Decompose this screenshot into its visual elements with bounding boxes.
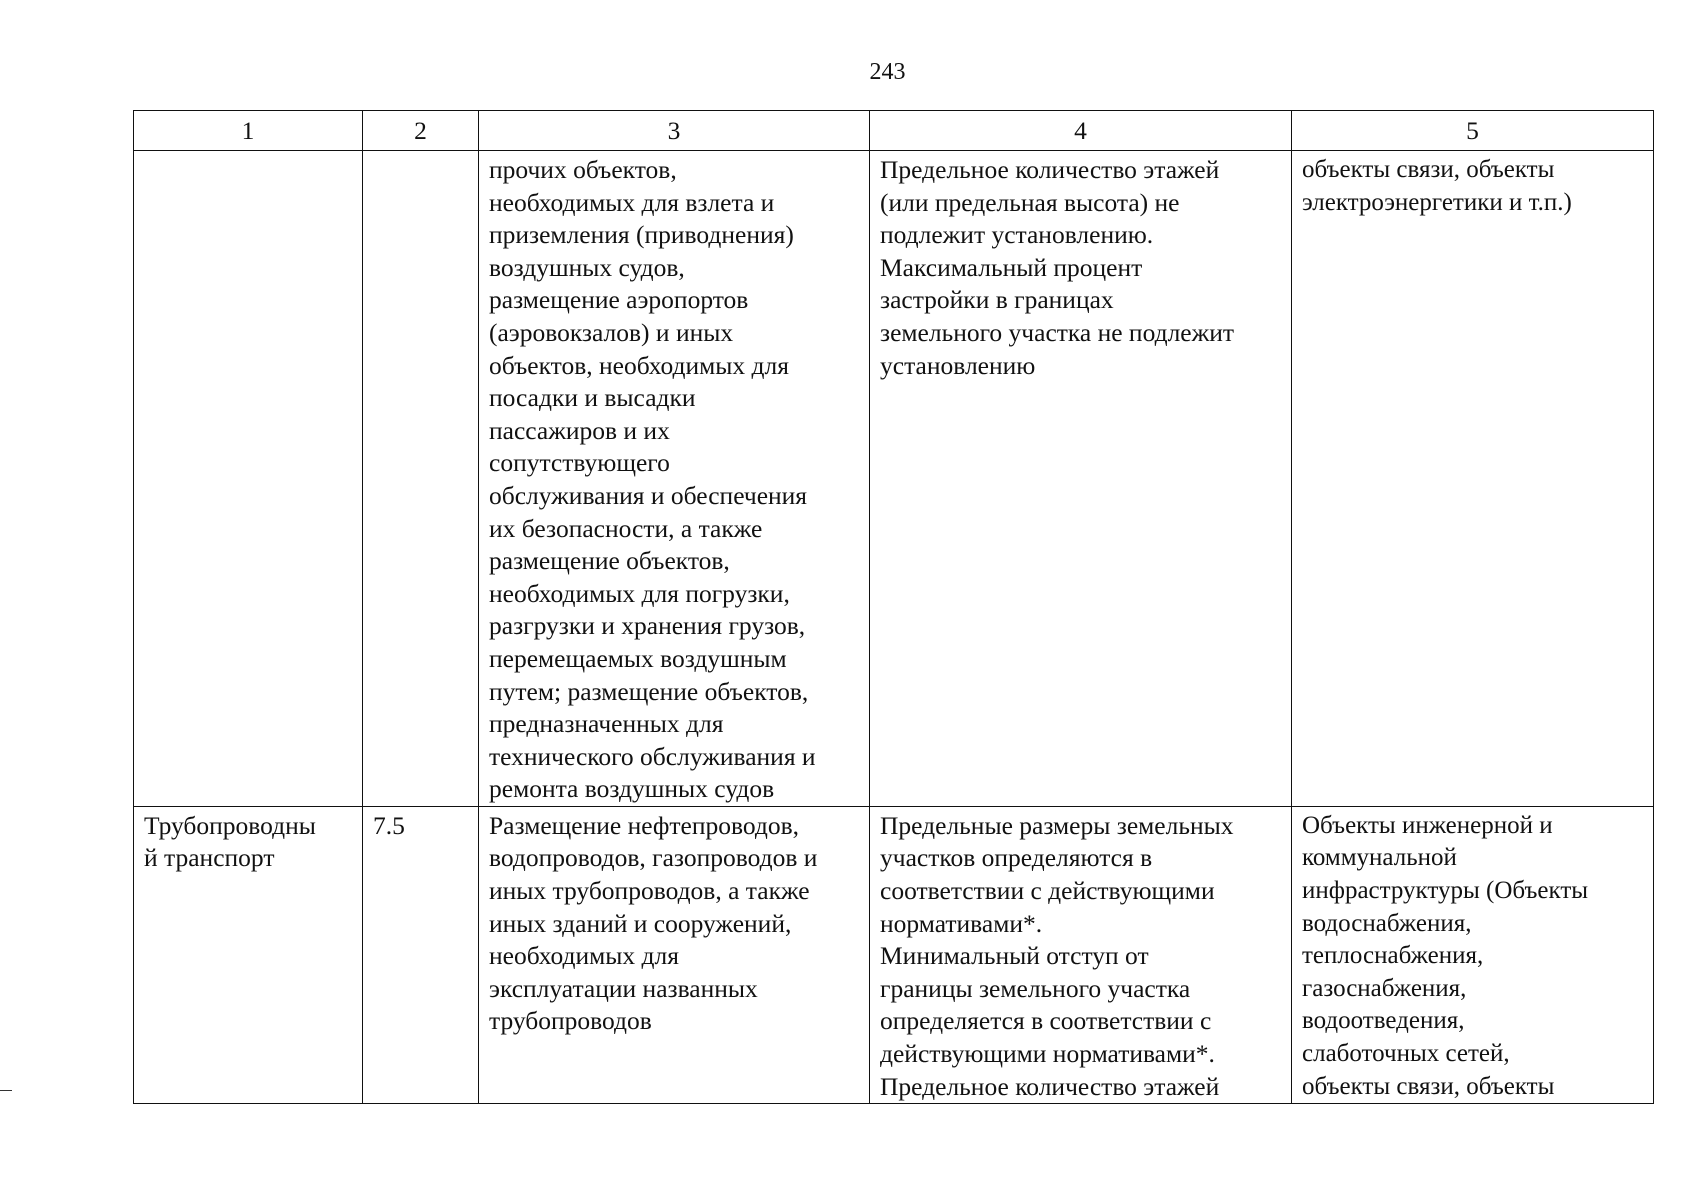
column-header-3: 3 — [479, 111, 870, 151]
land-use-table — [133, 110, 1654, 1104]
parameters-cell: Предельные размеры земельных участков определяются в соответствии с действующими нормативами*. Минимальный отступ от границы земельного участка определяется в соответствии с действующими нормативами*. Предельное количество этажей — [870, 806, 1292, 1103]
column-header-1: 1 — [134, 111, 363, 151]
facilities-cell: объекты связи, объекты электроэнергетики и т.п.) — [1292, 151, 1654, 807]
column-header-4: 4 — [870, 111, 1292, 151]
use-code-cell: 7.5 — [363, 806, 479, 1103]
use-type-name-cell — [134, 151, 363, 807]
facilities-cell: Объекты инженерной и коммунальной инфраструктуры (Объекты водоснабжения, теплоснабжения, газоснабжения, водоотведения, слаботочных сетей, объекты связи, объекты — [1292, 806, 1654, 1103]
use-code-cell — [363, 151, 479, 807]
use-description-cell: Размещение нефтепроводов, водопроводов, газопроводов и иных трубопроводов, а также иных зданий и сооружений, необходимых для эксплуатации названных трубопроводов — [479, 806, 870, 1103]
parameters-cell: Предельное количество этажей (или предельная высота) не подлежит установлению. Максимальный процент застройки в границах земельного участка не подлежит установлению — [870, 151, 1292, 807]
column-header-2: 2 — [363, 111, 479, 151]
use-type-name-cell: Трубопроводны й транспорт — [134, 806, 363, 1103]
table-header-row — [134, 111, 1654, 151]
page-number: 243 — [869, 59, 906, 85]
table-row — [134, 806, 1654, 1103]
table-row — [134, 151, 1654, 807]
margin-mark — [0, 1090, 12, 1091]
column-header-5: 5 — [1292, 111, 1654, 151]
use-description-cell: прочих объектов, необходимых для взлета и приземления (приводнения) воздушных судов, размещение аэропортов (аэровокзалов) и иных объектов, необходимых для посадки и высадки пассажиров и их сопутствующего обслуживания и обеспечения их безопасности, а также размещение объектов, необходимых для погрузки, разгрузки и хранения грузов, перемещаемых воздушным путем; размещение объектов, предназначенных для технического обслуживания и ремонта воздушных судов — [479, 151, 870, 807]
